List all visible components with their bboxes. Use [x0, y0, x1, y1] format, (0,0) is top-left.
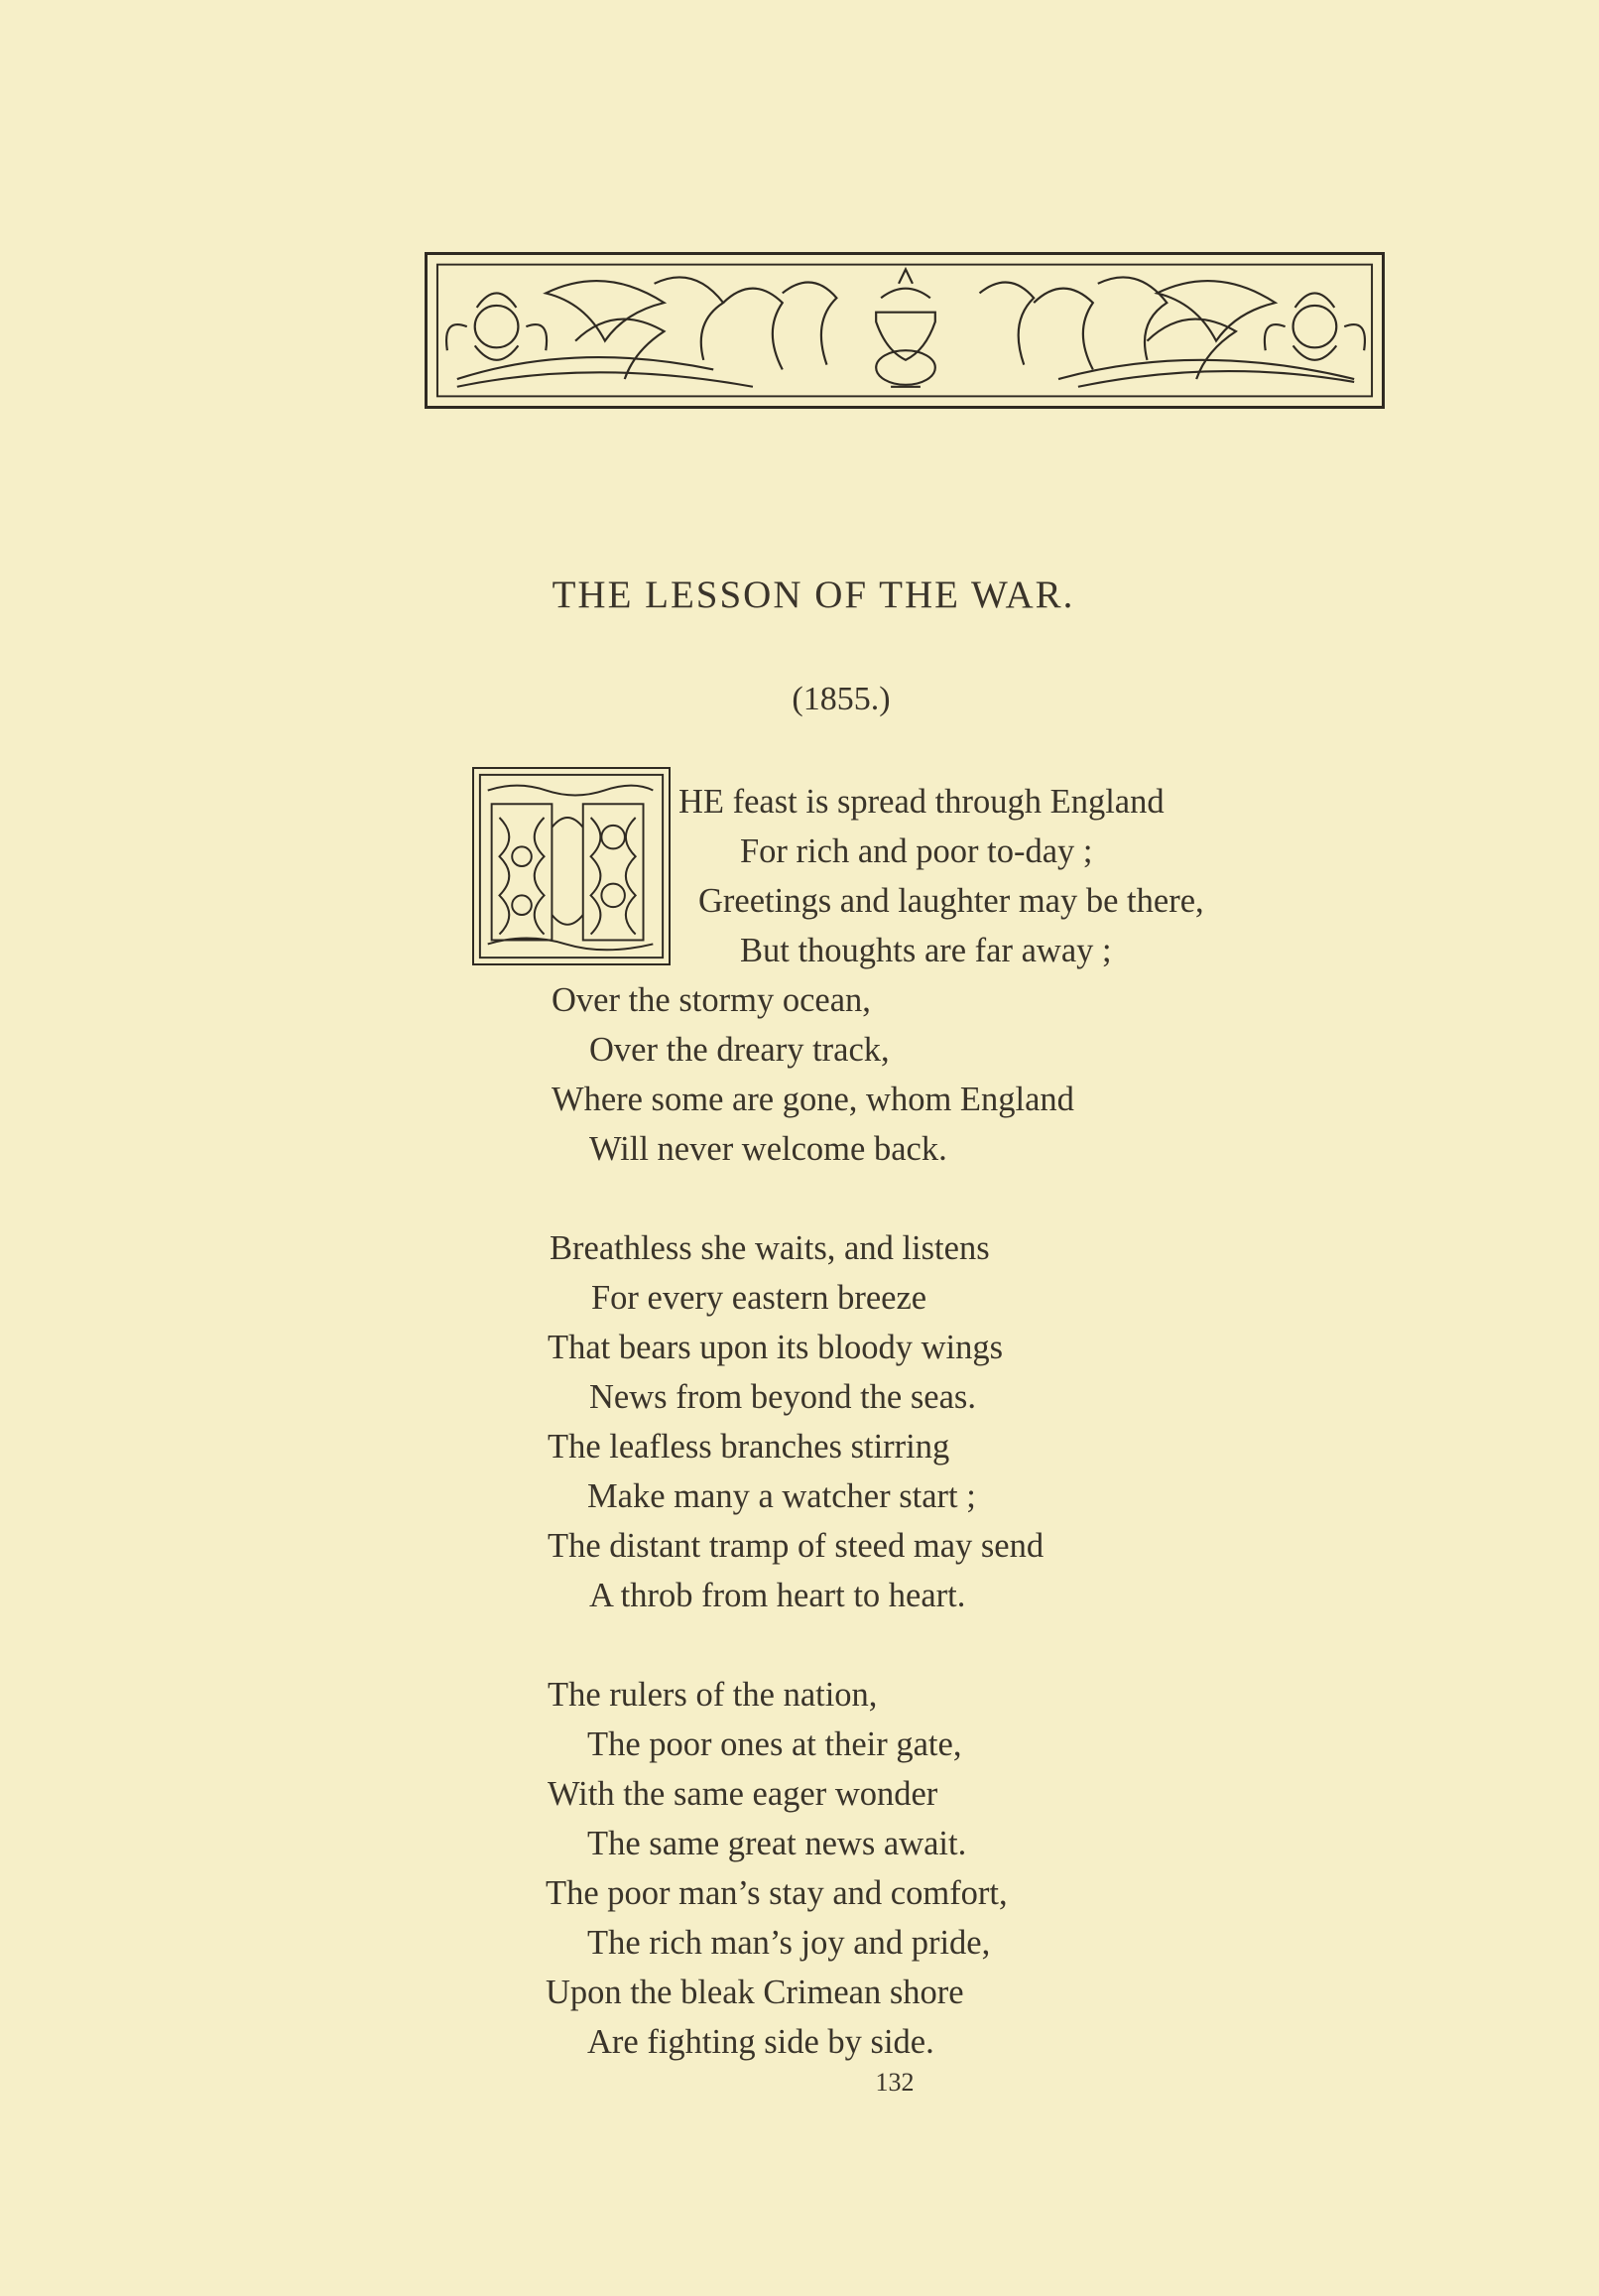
verse-line: That bears upon its bloody wings [548, 1329, 1003, 1366]
verse-line: Upon the bleak Crimean shore [546, 1974, 964, 2011]
verse-line: Where some are gone, whom England [552, 1081, 1074, 1118]
verse-line: Over the stormy ocean, [552, 981, 871, 1019]
poem-title: THE LESSON OF THE WAR. [552, 574, 1075, 616]
ornamental-initial-icon [474, 769, 669, 963]
decorated-initial [472, 767, 671, 965]
verse-line: Make many a watcher start ; [587, 1477, 976, 1515]
verse-line: A throb from heart to heart. [589, 1577, 966, 1614]
verse-line: The rulers of the nation, [548, 1676, 878, 1714]
verse-line: The same great news await. [587, 1825, 967, 1862]
floral-ornament-icon [428, 255, 1382, 406]
verse-line: Will never welcome back. [589, 1130, 947, 1168]
verse-line: The leafless branches stirring [548, 1428, 950, 1466]
verse-line: For rich and poor to-day ; [740, 832, 1093, 870]
page-number: 132 [875, 2068, 915, 2097]
verse-line: Greetings and laughter may be there, [698, 882, 1204, 920]
verse-line: The rich man’s joy and pride, [587, 1924, 991, 1962]
verse-line: But thoughts are far away ; [740, 932, 1112, 969]
verse-line: Breathless she waits, and listens [550, 1229, 990, 1267]
verse-line: The poor man’s stay and comfort, [546, 1874, 1008, 1912]
verse-line: With the same eager wonder [548, 1775, 938, 1813]
verse-line: News from beyond the seas. [589, 1378, 976, 1416]
poem-year: (1855.) [792, 681, 891, 717]
verse-line: The distant tramp of steed may send [548, 1527, 1045, 1565]
verse-line: Are fighting side by side. [587, 2023, 934, 2061]
verse-line: HE feast is spread through England [678, 783, 1165, 821]
verse-line: The poor ones at their gate, [587, 1725, 962, 1763]
ornamental-headpiece [425, 252, 1385, 409]
page-number-wrap [0, 2068, 1599, 2098]
verse-line: For every eastern breeze [591, 1279, 927, 1317]
verse-line: Over the dreary track, [589, 1031, 890, 1069]
